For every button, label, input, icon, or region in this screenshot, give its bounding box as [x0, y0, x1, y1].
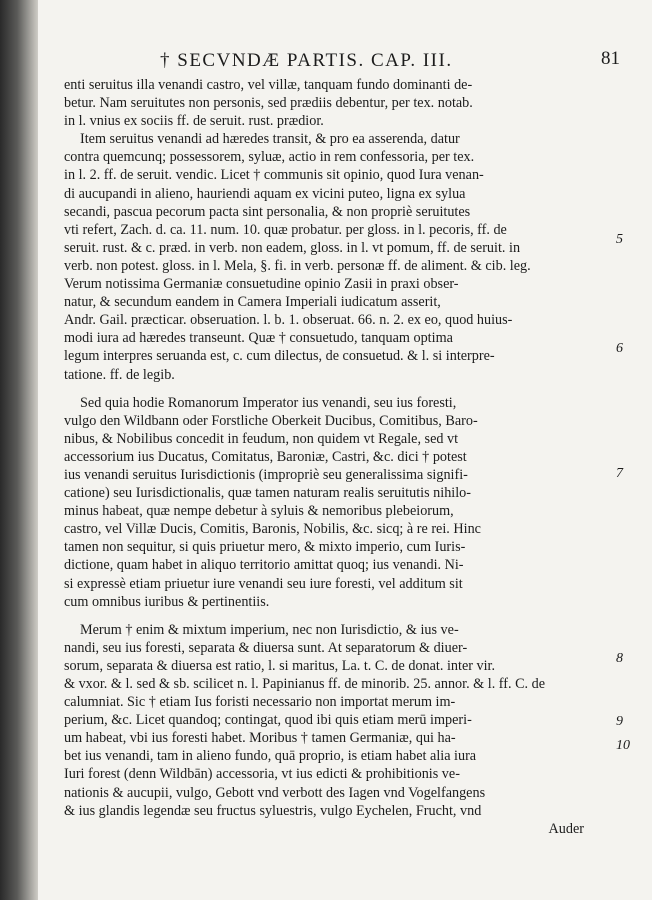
text-line: vulgo den Wildbann oder Forstliche Oberkeit Ducibus, Comitibus, Baro- [64, 412, 478, 429]
folio-number: 81 [601, 48, 620, 69]
text-line: castro, vel Villæ Ducis, Comitis, Baronis, Nobilis, &c. sicq; à re rei. Hinc [64, 521, 481, 538]
text-line: Andr. Gail. præcticar. obseruation. l. b. 1. obseruat. 66. n. 2. ex eo, quod huius- [64, 312, 513, 329]
text-line: tatione. ff. de legib. [64, 366, 175, 383]
text-line: verb. non potest. gloss. in l. Mela, §. fi. in verb. personæ ff. de aliment. & cib. leg. [64, 257, 531, 274]
binding-gutter [0, 0, 38, 900]
text-line: sorum, separata & diuersa est ratio, l. si maritus, La. t. C. de donat. inter vir. [64, 657, 496, 674]
text-line: nibus, & Nobilibus concedit in feudum, non quidem vt Regale, sed vt [64, 430, 459, 447]
text-line: minus habeat, quæ nempe debetur à syluis & nemoribus plebeiorum, [64, 503, 454, 520]
text-line: & vxor. & l. sed & sb. scilicet n. l. Papinianus ff. de minorib. 25. annor. & l. ff. C. de [64, 676, 546, 692]
text-line: Item seruitus venandi ad hæredes transit, & pro ea asserenda, datur [80, 131, 460, 148]
text-line: in l. vnius ex sociis ff. de seruit. rust. prædior. [64, 113, 324, 130]
text-line: cum omnibus iuribus & pertinentiis. [64, 593, 270, 610]
text-line: catione) seu Iurisdictionalis, quæ tamen naturam realis seruitutis nihilo- [64, 485, 472, 502]
text-line: vti refert, Zach. d. ca. 11. num. 10. quæ probatur. per gloss. in l. pecoris, ff. de [64, 221, 507, 238]
text-line: Verum notissima Germaniæ consuetudine opinio Zasii in praxi obser- [64, 276, 459, 293]
text-line: nandi, seu ius foresti, separata & diuersa sunt. At separatorum & diuer- [64, 639, 468, 656]
margin-number: 9 [616, 714, 623, 729]
text-line: betur. Nam seruitutes non personis, sed prædiis debentur, per tex. notab. [64, 95, 473, 112]
text-line: natur, & secundum eandem in Camera Imperiali iudicatum asserit, [64, 294, 441, 311]
text-line: nationis & aucupii, vulgo, Gebott vnd verbott des Iagen vnd Vogelfangens [64, 784, 486, 801]
book-page [64, 46, 630, 838]
text-line: dictione, quam habet in aliquo territorio amittat quoq; ius venandi. Ni- [64, 557, 464, 574]
text-line: modi iura ad hæredes transeunt. Quæ † consuetudo, tanquam optima [64, 330, 453, 347]
text-line: accessorium ius Ducatus, Comitatus, Baroniæ, Castri, &c. dici † potest [64, 448, 467, 465]
text-line: calumniat. Sic † etiam Ius foristi necessario non importat merum im- [64, 694, 456, 711]
margin-number: 5 [616, 232, 623, 247]
text-line: in l. 2. ff. de seruit. vendic. Licet † communis sit opinio, quod Iura venan- [64, 167, 484, 184]
text-line: legum interpres seruanda est, c. cum dilectus, de consuetud. & l. si interpre- [64, 348, 495, 365]
margin-number: 10 [616, 738, 630, 753]
text-line: perium, &c. Licet quandoq; contingat, quod ibi quis etiam merū imperi- [64, 712, 472, 729]
text-line: Merum † enim & mixtum imperium, nec non Iurisdictio, & ius ve- [80, 621, 459, 638]
text-line: secandi, pascua pecorum pacta sint personalia, & non propriè seruitutes [64, 203, 471, 220]
text-line: contra quemcunq; possessorem, syluæ, actio in rem confessoria, per tex. [64, 149, 475, 166]
margin-number: 7 [616, 466, 623, 481]
text-line: di aucupandi in alieno, hauriendi aquam ex vicini puteo, ligna ex sylua [64, 185, 466, 202]
text-line: tamen non sequitur, si quis priuetur mero, & mixto imperio, cum Iuris- [64, 539, 466, 556]
catchword: Auder [548, 820, 584, 837]
text-line: um habeat, vbi ius foresti habet. Moribus † tamen Germaniæ, qui ha- [64, 730, 456, 747]
margin-number: 8 [616, 651, 623, 666]
text-line: Sed quia hodie Romanorum Imperator ius venandi, seu ius foresti, [80, 394, 457, 411]
text-line: bet ius venandi, tam in alieno fundo, quā proprio, is etiam habet alia iura [64, 748, 477, 765]
running-head: † SECVNDÆ PARTIS. CAP. III. [160, 50, 453, 71]
text-line: si expressè etiam priuetur iure venandi seu iure foresti, vel additum sit [64, 575, 463, 592]
text-line: Iuri forest (denn Wildbān) accessoria, vt ius edicti & prohibitionis ve- [64, 766, 460, 783]
text-line: seruit. rust. & c. præd. in verb. non eadem, gloss. in l. vt pomum, ff. de seruit. in [64, 239, 521, 256]
margin-number: 6 [616, 341, 623, 356]
page-header [64, 46, 620, 76]
text-line: ius venandi seruitus Iurisdictionis (impropriè seu generalissima signifi- [64, 466, 468, 483]
text-line: enti seruitus illa venandi castro, vel villæ, tanquam fundo dominanti de- [64, 77, 473, 93]
text-line: & ius glandis legendæ seu fructus syluestris, vulgo Eychelen, Frucht, vnd [64, 802, 482, 819]
